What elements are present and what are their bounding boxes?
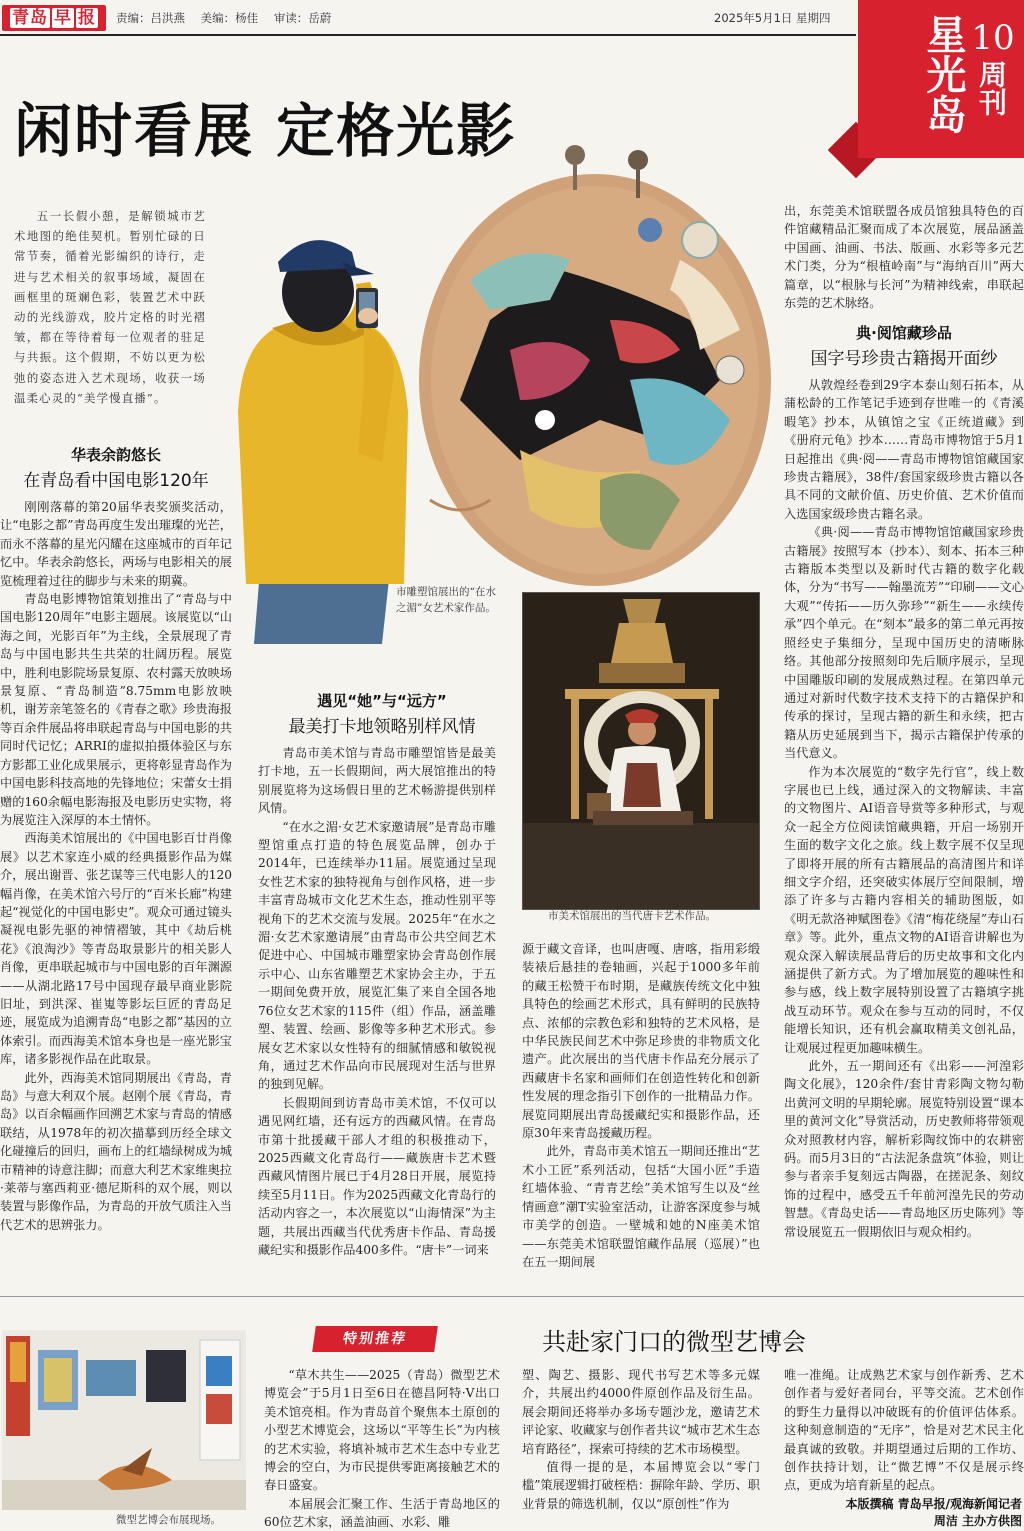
newspaper-logo: 青岛 早 报 [2,5,106,31]
issue-date: 2025年5月1日 星期四 [714,11,831,25]
section1-body [0,498,232,1284]
bottom-col3 [784,1366,1024,1492]
paragraph: 本届展会汇聚工作、生活于青岛地区的60位艺术家，涵盖油画、水彩、雕 [264,1496,500,1530]
caption-tangka: 市美术馆展出的当代唐卡艺术作品。 [548,910,716,922]
section3-title: 国字号珍贵古籍揭开面纱 [810,349,998,369]
weekly-label: 周刊 [975,60,1008,116]
column-name: 星光岛 [920,14,966,134]
paragraph: 作为本次展览的“数字先行官”，线上数字展也已上线，通过深入的文物解读、丰富的文物图片、AI语音导赏等多种形式，与观众一起全方位阅读馆藏典籍，开启一场别开生面的数字文化之旅。线上数字展不仅呈现了即将开展的所有古籍展品的高清图片和详细文字介绍，还突破实体展厅空间限制，增添了许多与古籍内容相关的辅助图版，如《明无款洛神赋图卷》《清“梅花绕屋”寿山石章》等。此外，重点文物的AI语音讲解也为观众深入解读展品背后的历史故事和文化内涵提供了新方式。为了增加展览的趣味性和参与感，线上数字展特别设置了古籍填字挑战互动环节。观众在参与互动的同时，不仅能增长知识，还有机会赢取精美文创礼品，让观展过程更加趣味横生。 [784,764,1024,1055]
section2-title: 最美打卡地领略别样风情 [288,717,476,737]
section1-kicker: 华表余韵悠长 [70,446,161,464]
paragraph: 长假期间到访青岛市美术馆，不仅可以遇见网红墙，还有远方的西藏风情。在青岛市第十批援藏干部人才组的积极推动下，2025西藏文化青岛行——藏族唐卡艺术暨西藏风情图片展已于4月28日开展，展览持续至5月11日。作为2025西藏文化青岛行的活动内容之一，本次展览以“山海情深”为主题，共展出西藏当代优秀唐卡作品、青岛援藏纪实和摄影作品400多件。“唐卡”一词来 [258,1095,496,1257]
paragraph: 值得一提的是，本届博览会以“零门槛”策展逻辑打破桎梏：摒除年龄、学历、职业背景的筛选机制，仅以“原创性”作为 [522,1460,760,1511]
chief-editor: 责编：吕洪燕 [116,11,185,25]
paragraph: “在水之湄·女艺术家邀请展”是青岛市雕塑馆重点打造的特色展览品牌，创办于2014年，已连续举办11届。展览通过呈现女性艺术家的独特视角与创作风格，进一步丰富青岛城市文化艺术生态，推动性别平等视角下的艺术交流与发展。2025年“在水之湄·女艺术家邀请展”由青岛市公共空间艺术促进中心、中国城市雕塑家协会青岛创作展示中心、山东省雕塑艺术家协会主办，于五一期间免费开放，展览汇集了来自全国各地76位女艺术家的115件（组）作品，涵盖雕塑、装置、绘画、影像等多种艺术形式。参展女艺术家以女性特有的细腻情感和敏锐视角，通过艺术作品向市民展现对生活与世界的独到见解。 [258,819,496,1092]
section2-kicker: 遇见“她”与“远方” [317,692,447,710]
section3-lead: 出，东莞美术馆联盟各成员馆独具特色的百件馆藏精品汇聚而成了本次展览，展品涵盖中国画、油画、书法、版画、水彩等多元艺术门类，分为“根植岭南”与“海纳百川”两大篇章，以“根脉与长河”为精神线索，串联起东莞的艺术脉络。 [784,204,1024,311]
paragraph: 《典·阅——青岛市博物馆馆藏国家珍贵古籍展》按照写本（抄本）、刻本、拓本三种古籍版本类型以及新时代古籍的数字化载体，分为“书写——翰墨流芳”“印刷——文心大观”“传拓——历久弥珍”“新生——永续传承”四个单元。在“刻本”最多的第二单元再按照经史子集细分，呈现中国历史的清晰脉络。其他部分按照刻印先后顺序展示，呈现中国雕版印刷的发展成熟过程。在第四单元通过对新时代数字技术支持下的古籍保护和传承的探讨，呈现古籍的新生和永续，把古籍从历史延展到当下，揭示古籍保护传承的当代意义。 [784,525,1024,761]
reviewer: 审读：岳蔚 [273,11,332,25]
bottom-article-title: 共赴家门口的微型艺博会 [542,1328,806,1356]
caption-gallery: 微型艺博会布展现场。 [116,1514,221,1526]
photo-gallery-setup [2,1330,246,1510]
photo-visitor-taking-picture [232,212,418,644]
paragraph: 西海美术馆展出的《中国电影百廿肖像展》以艺术家连小威的经典摄影作品为媒介，展出谢晋、张艺谋等三代电影人的120幅肖像，在美术馆六号厅的“百米长廊”构建起“视觉化的中国电影史”。观众可通过镜头凝视电影先驱的神情褶皱，其中《劫后桃花》《浪淘沙》等青岛取景影片的相关影人肖像，更串联起城市与中国电影的百年渊源——从湖北路17号中国现存最早商业影院旧址，到洪深、崔嵬等影坛巨匠的青岛足迹，展览成为追溯青岛“电影之都”基因的立体索引。而西海美术馆本身也是一座光影宝库，诸多影视作品在此取景。 [0,831,232,1067]
photo-tangka-artwork [522,592,760,910]
paragraph: 此外，青岛市美术馆五一期间还推出“艺术小工匠”系列活动，包括“大国小匠”手造红墙体验、“青青艺绘”美术馆写生以及“丝情画意”潮T实验室活动，让游客深度参与城市美学的创造。一壁城和她的N座美术馆——东莞美术馆联盟馆藏作品展（巡展）”也在五一期间展 [522,1144,760,1269]
photo-circular-artwork [400,120,782,590]
paragraph: 青岛市美术馆与青岛市雕塑馆皆是最美打卡地，五一长假期间，两大展馆推出的特别展览将为这场假日里的艺术畅游提供别样风情。 [258,746,496,816]
paragraph: 塑、陶艺、摄影、现代书写艺术等多元媒介，共展出约4000件原创作品及衍生品。展会期间还将举办多场专题沙龙，邀请艺术评论家、收藏家与创作者共议“城市艺术生态培育路径”，探索可持续的艺术市场模型。 [522,1368,760,1456]
special-recommend-tag: 特别推荐 [312,1326,438,1352]
page-number: 10 [971,18,1015,58]
page-headline: 闲时看展 定格光影 [14,97,517,165]
caption-circle: 市雕塑馆展出的“在水之湄”女艺术家作品。 [396,586,496,614]
art-editor: 美编：杨佳 [200,11,259,25]
paragraph: 从敦煌经卷到29字本泰山刻石拓本，从蒲松龄的工作笔记手迹到存世唯一的《青溪暇笔》抄本，从镇馆之宝《正统道藏》到《册府元龟》抄本……青岛市博物馆于5月1日起推出《典·阅——青岛市博物馆馆藏国家珍贵古籍展》，38件/套国家级珍贵古籍以各具不同的文献价值、历史价值、艺术价值而入选国家级珍贵古籍名录。 [784,378,1024,521]
section1-title: 在青岛看中国电影120年 [23,471,209,491]
bottom-col2 [522,1366,760,1530]
section3-body [784,376,1024,1284]
header-rule [0,34,856,36]
paragraph: 此外，五一期间还有《出彩——河湟彩陶文化展》，120余件/套甘青彩陶文物勾勒出黄河文明的早期轮廓。展览特别设置“课本里的黄河文化”导赏活动，历史教师将带领观众对照教材内容，解析彩陶纹饰中的农耕密码。而5月3日的“古法泥条盘筑”体验，则让参与者亲手复刻远古陶器，在搓泥条、刻纹饰的过程中，感受五千年前河湟先民的劳动智慧。《青岛史话——青岛地区历史陈列》等常设展览五一假期依旧与观众相约。 [784,1059,1024,1239]
section2-body [258,744,496,1284]
bottom-col1 [264,1366,500,1530]
intro-paragraph: 五一长假小憩，是解锁城市艺术地图的绝佳契机。暂别忙碌的日常节奏，循着光影编织的诗行，走进与艺术相关的叙事场域，凝固在画框里的斑斓色彩，装置艺术中跃动的光线游戏，胶片定格的时光褶皱，都在等待着每一位观者的驻足与共振。这个假期，不妨以更为松弛的姿态进入艺术现场，收获一场温柔心灵的“美学慢直播”。 [14,209,206,405]
paragraph: “草木共生——2025（青岛）微型艺术博览会”于5月1日至6日在德昌阿特·V出口美术馆亮相。作为青岛首个聚焦本土原创的小型艺术博览会，这场以“平等生长”为内核的艺术实验，将填补城市艺术生态中专业艺博会的空白，为市民提供零距离接触艺术的春日盛宴。 [264,1368,500,1493]
paragraph: 唯一准绳。让成熟艺术家与创作新秀、艺术创作者与爱好者同台，平等交流。艺术创作的野生力量得以冲破既有的价值评估体系。这种刻意制造的“无序”，恰是对艺术民主化最真诚的致敬。并期望通过后期的工作坊、创作扶持计划，让“微艺博”不仅是展示终点，更成为培育新星的起点。 [784,1368,1024,1492]
section-divider [0,1296,1024,1297]
byline: 本版撰稿 青岛早报/观海新闻记者 周洁 主办方供图 [845,1497,1022,1528]
paragraph: 此外，西海美术馆同期展出《青岛，青岛》与意大利双个展。赵刚个展《青岛，青岛》以百余幅画作回溯艺术家与青岛的情感联结，从1978年的初次描摹到历经全球文化碰撞后的回归，画布上的红墙绿树成为城市精神的诗意注脚；而意大利艺术家维奥拉·莱蒂与塞西莉亚·德尼斯科的双个展，则以装置与影像作品，为青岛的开放气质注入当代艺术的思辨张力。 [0,1070,232,1232]
editor-credits [116,10,343,26]
paragraph: 青岛电影博物馆策划推出了“青岛与中国电影120周年”电影主题展。该展览以“山海之间，光影百年”为主线，全景展现了青岛与中国电影共生共荣的壮阔历程。展览中，胜利电影院场景复原、农村露天放映场景复原、“青岛制造”8.75mm电影放映机，谢芳亲笔签名的《青春之歌》珍贵海报等百余件展品将串联起青岛与中国电影的共同时代记忆；ARRI的虚拟拍摄体验区与东方影都工业化成果展示，更将彰显青岛作为中国电影科技高地的先锋地位；宋蕾女士捐赠的160余幅电影海报及电影历史实物，将为展览注入深厚的本土情怀。 [0,592,232,827]
section3-kicker: 典·阅馆藏珍品 [856,324,952,342]
paragraph: 源于藏文音译，也叫唐嘎、唐喀，指用彩缎装裱后悬挂的卷轴画，兴起于1000多年前的藏王松赞干布时期，是藏族传统文化中独具特色的绘画艺术形式，具有鲜明的民族特点、浓郁的宗教色彩和独特的艺术风格，是中华民族民间艺术中弥足珍贵的非物质文化遗产。此次展出的当代唐卡作品充分展示了西藏唐卡名家和画师们在创造性转化和创新性发展的理念指引下创作的一批精品力作。展览同期展出青岛援藏纪实和摄影作品，还原30年来青岛援藏历程。 [522,942,760,1141]
section2-col3 [522,940,760,1284]
paragraph: 刚刚落幕的第20届华表奖颁奖活动，让“电影之都”青岛再度生发出璀璨的光芒，而永不落幕的星光闪耀在这座城市的百年记忆中。华表余韵悠长，两场与电影相关的展览梳理着过往的脚步与未来的期冀。 [0,500,232,588]
